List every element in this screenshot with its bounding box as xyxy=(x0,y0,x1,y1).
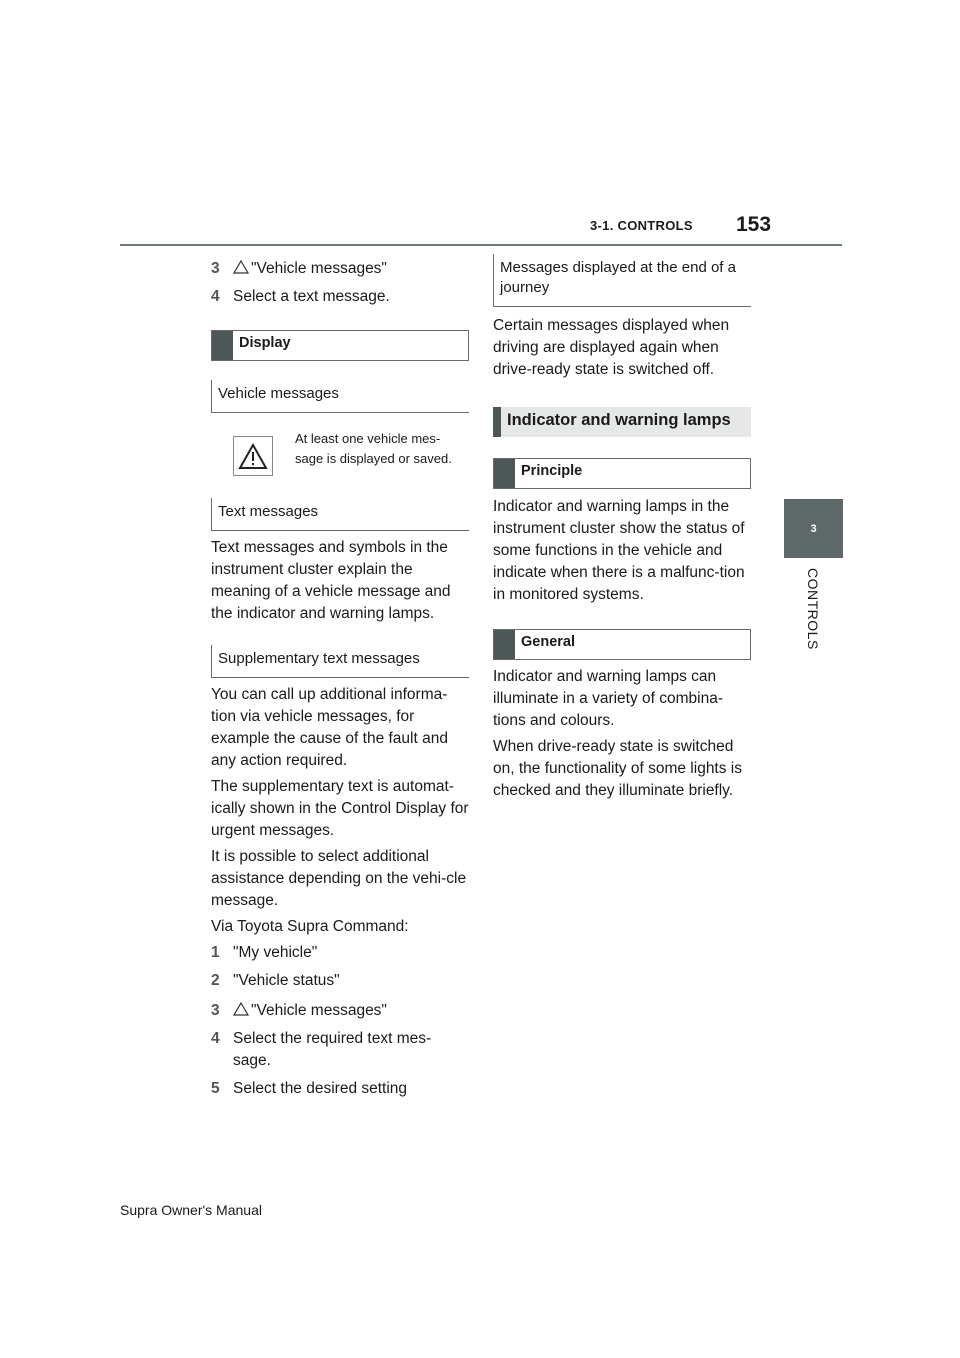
step-text: Select the required text mes-sage. xyxy=(233,1030,432,1069)
step-item xyxy=(211,1028,469,1072)
left-column xyxy=(211,258,469,1106)
heading-end-of-journey: Messages displayed at the end of a journey xyxy=(493,254,751,307)
step-number: 2 xyxy=(211,972,220,989)
step-item xyxy=(211,970,469,992)
paragraph: Indicator and warning lamps in the instrument cluster show the status of some functions in the vehicle and indicate when there is a malfunc-tion in monitored systems. xyxy=(493,498,745,603)
step-number: 1 xyxy=(211,944,220,961)
step-text: Select a text message. xyxy=(233,288,390,305)
step-item xyxy=(211,258,469,280)
paragraph: You can call up additional informa-tion via vehicle messages, for example the cause of the fault and any action required. xyxy=(211,686,448,769)
heading-principle xyxy=(493,458,751,489)
heading-text: Principle xyxy=(521,463,583,479)
step-number: 5 xyxy=(211,1080,220,1097)
paragraph: It is possible to select additional assistance depending on the vehi-cle message. xyxy=(211,848,467,909)
step-number: 3 xyxy=(211,260,220,277)
step-text: "Vehicle status" xyxy=(233,972,340,989)
step-number: 3 xyxy=(211,1002,220,1019)
page-number: 153 xyxy=(736,213,772,236)
warning-symbol xyxy=(233,436,273,476)
warning-triangle-icon xyxy=(233,260,249,274)
heading-vehicle-messages: Vehicle messages xyxy=(211,380,469,413)
chapter-tab xyxy=(784,499,843,558)
heading-supplementary: Supplementary text messages xyxy=(211,645,469,678)
step-number: 4 xyxy=(211,288,220,305)
heading-text: Indicator and warning lamps xyxy=(507,411,731,429)
paragraph: When drive-ready state is switched on, the functionality of some lights is checked and they illuminate briefly. xyxy=(493,738,742,799)
symbol-row xyxy=(211,429,469,476)
right-column xyxy=(493,254,751,806)
step-text: Select the desired setting xyxy=(233,1080,408,1097)
step-number: 4 xyxy=(211,1030,220,1047)
section-title: 3-1. CONTROLS xyxy=(590,218,693,233)
step-text: "Vehicle messages" xyxy=(251,260,387,277)
heading-general xyxy=(493,629,751,660)
heading-text: General xyxy=(521,634,575,650)
footer-text: Supra Owner's Manual xyxy=(120,1202,262,1218)
heading-text-messages: Text messages xyxy=(211,498,469,531)
warning-triangle-icon xyxy=(238,443,268,470)
paragraph: Certain messages displayed when driving are displayed again when drive-ready state is switched off. xyxy=(493,317,730,378)
step-item xyxy=(211,942,469,964)
paragraph: The supplementary text is automat-ically shown in the Control Display for urgent messages. xyxy=(211,778,469,839)
step-text: "Vehicle messages" xyxy=(251,1002,387,1019)
paragraph: Indicator and warning lamps can illuminate in a variety of combina-tions and colours. xyxy=(493,668,724,729)
paragraph: Via Toyota Supra Command: xyxy=(211,918,409,935)
paragraph: Text messages and symbols in the instrument cluster explain the meaning of a vehicle message and the indicator and warning lamps. xyxy=(211,539,451,622)
heading-text: Display xyxy=(239,335,291,351)
chapter-number: 3 xyxy=(810,522,817,535)
heading-display xyxy=(211,330,469,361)
chapter-label: CONTROLS xyxy=(805,568,821,650)
step-item xyxy=(211,1078,469,1100)
step-item xyxy=(211,286,469,308)
header-rule xyxy=(120,244,842,246)
heading-lamps xyxy=(493,407,751,437)
step-text: "My vehicle" xyxy=(233,944,318,961)
symbol-description: At least one vehicle mes-sage is displayed or saved. xyxy=(295,431,452,466)
warning-triangle-icon xyxy=(233,1002,249,1016)
step-item xyxy=(211,1000,469,1022)
